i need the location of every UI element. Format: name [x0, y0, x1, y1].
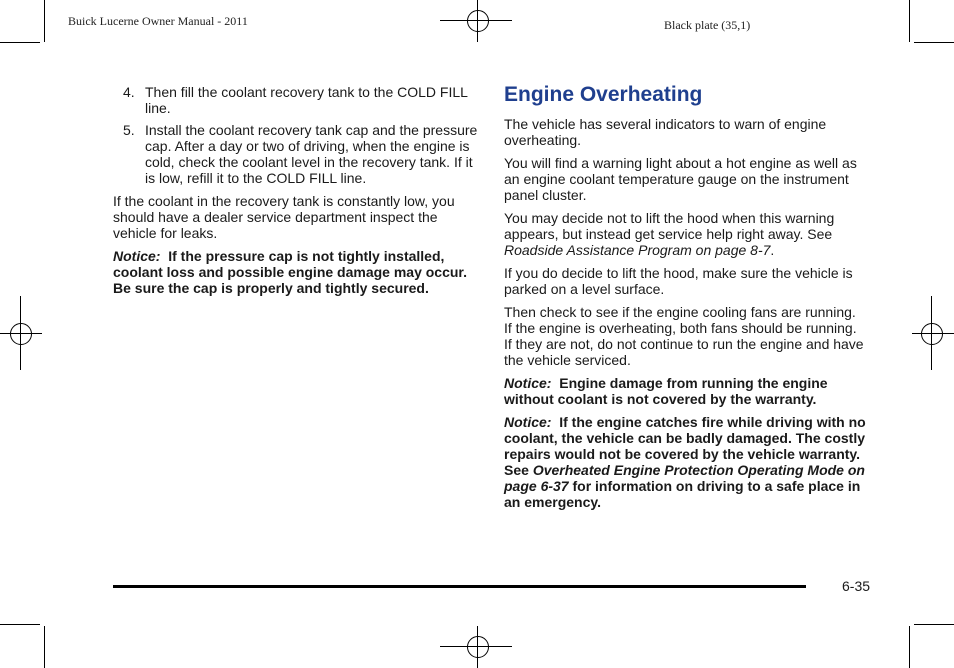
- right-column: [504, 83, 866, 517]
- paragraph: If you do decide to lift the hood, make sure the vehicle is parked on a level surface.: [504, 265, 853, 297]
- list-item-text: Install the coolant recovery tank cap and the pressure cap. After a day or two of driving, when the engine is cold, check the coolant level in the recovery tank. If it is low, refill it to the COLD FILL line.: [145, 122, 478, 186]
- notice-label: Notice:: [113, 248, 161, 264]
- list-item-text: Then fill the coolant recovery tank to the COLD FILL line.: [145, 84, 468, 116]
- page-number: 6-35: [842, 578, 871, 594]
- left-column: [113, 84, 483, 303]
- list-item: [113, 122, 483, 186]
- paragraph: If the coolant in the recovery tank is constantly low, you should have a dealer service department inspect the vehicle for leaks.: [113, 193, 455, 241]
- cross-reference-link[interactable]: Overheated Engine Protection Operating Mode on page 6-37: [504, 462, 865, 494]
- notice-text: If the pressure cap is not tightly installed, coolant loss and possible engine damage may occur. Be sure the cap is properly and tightly secured.: [113, 248, 467, 296]
- notice-label: Notice:: [504, 414, 552, 430]
- notice-text-end: for information on driving to a safe place in an emergency.: [504, 478, 861, 510]
- header-plate-label: Black plate (35,1): [664, 18, 751, 32]
- paragraph-text: You may decide not to lift the hood when this warning appears, but instead get service help right away. See: [504, 210, 835, 242]
- notice-text: If the engine catches fire while driving with no coolant, the vehicle can be badly damaged. The costly repairs would not be covered by the vehicle warranty. See: [504, 414, 866, 478]
- paragraph: The vehicle has several indicators to warn of engine overheating.: [504, 116, 827, 148]
- list-item-number: 4.: [123, 84, 135, 100]
- paragraph-end: .: [770, 242, 775, 258]
- notice-label: Notice:: [504, 375, 552, 391]
- list-item: [113, 84, 483, 116]
- paragraph: [504, 210, 866, 258]
- notice-paragraph: [113, 248, 483, 296]
- paragraph: You will find a warning light about a hot engine as well as an engine coolant temperature gauge on the instrument panel cluster.: [504, 155, 857, 203]
- header-manual-title: Buick Lucerne Owner Manual - 2011: [68, 14, 248, 28]
- paragraph: Then check to see if the engine cooling fans are running. If the engine is overheating, both fans should be running. If they are not, do not continue to run the engine and have the vehicle serviced.: [504, 304, 864, 368]
- cross-reference-link[interactable]: Roadside Assistance Program on page 8-7: [504, 242, 771, 258]
- section-heading: Engine Overheating: [504, 83, 703, 106]
- notice-text: Engine damage from running the engine without coolant is not covered by the warranty.: [504, 375, 828, 407]
- list-item-number: 5.: [123, 122, 135, 138]
- notice-paragraph: [504, 414, 866, 510]
- footer-rule: [113, 585, 806, 588]
- notice-paragraph: [504, 375, 866, 407]
